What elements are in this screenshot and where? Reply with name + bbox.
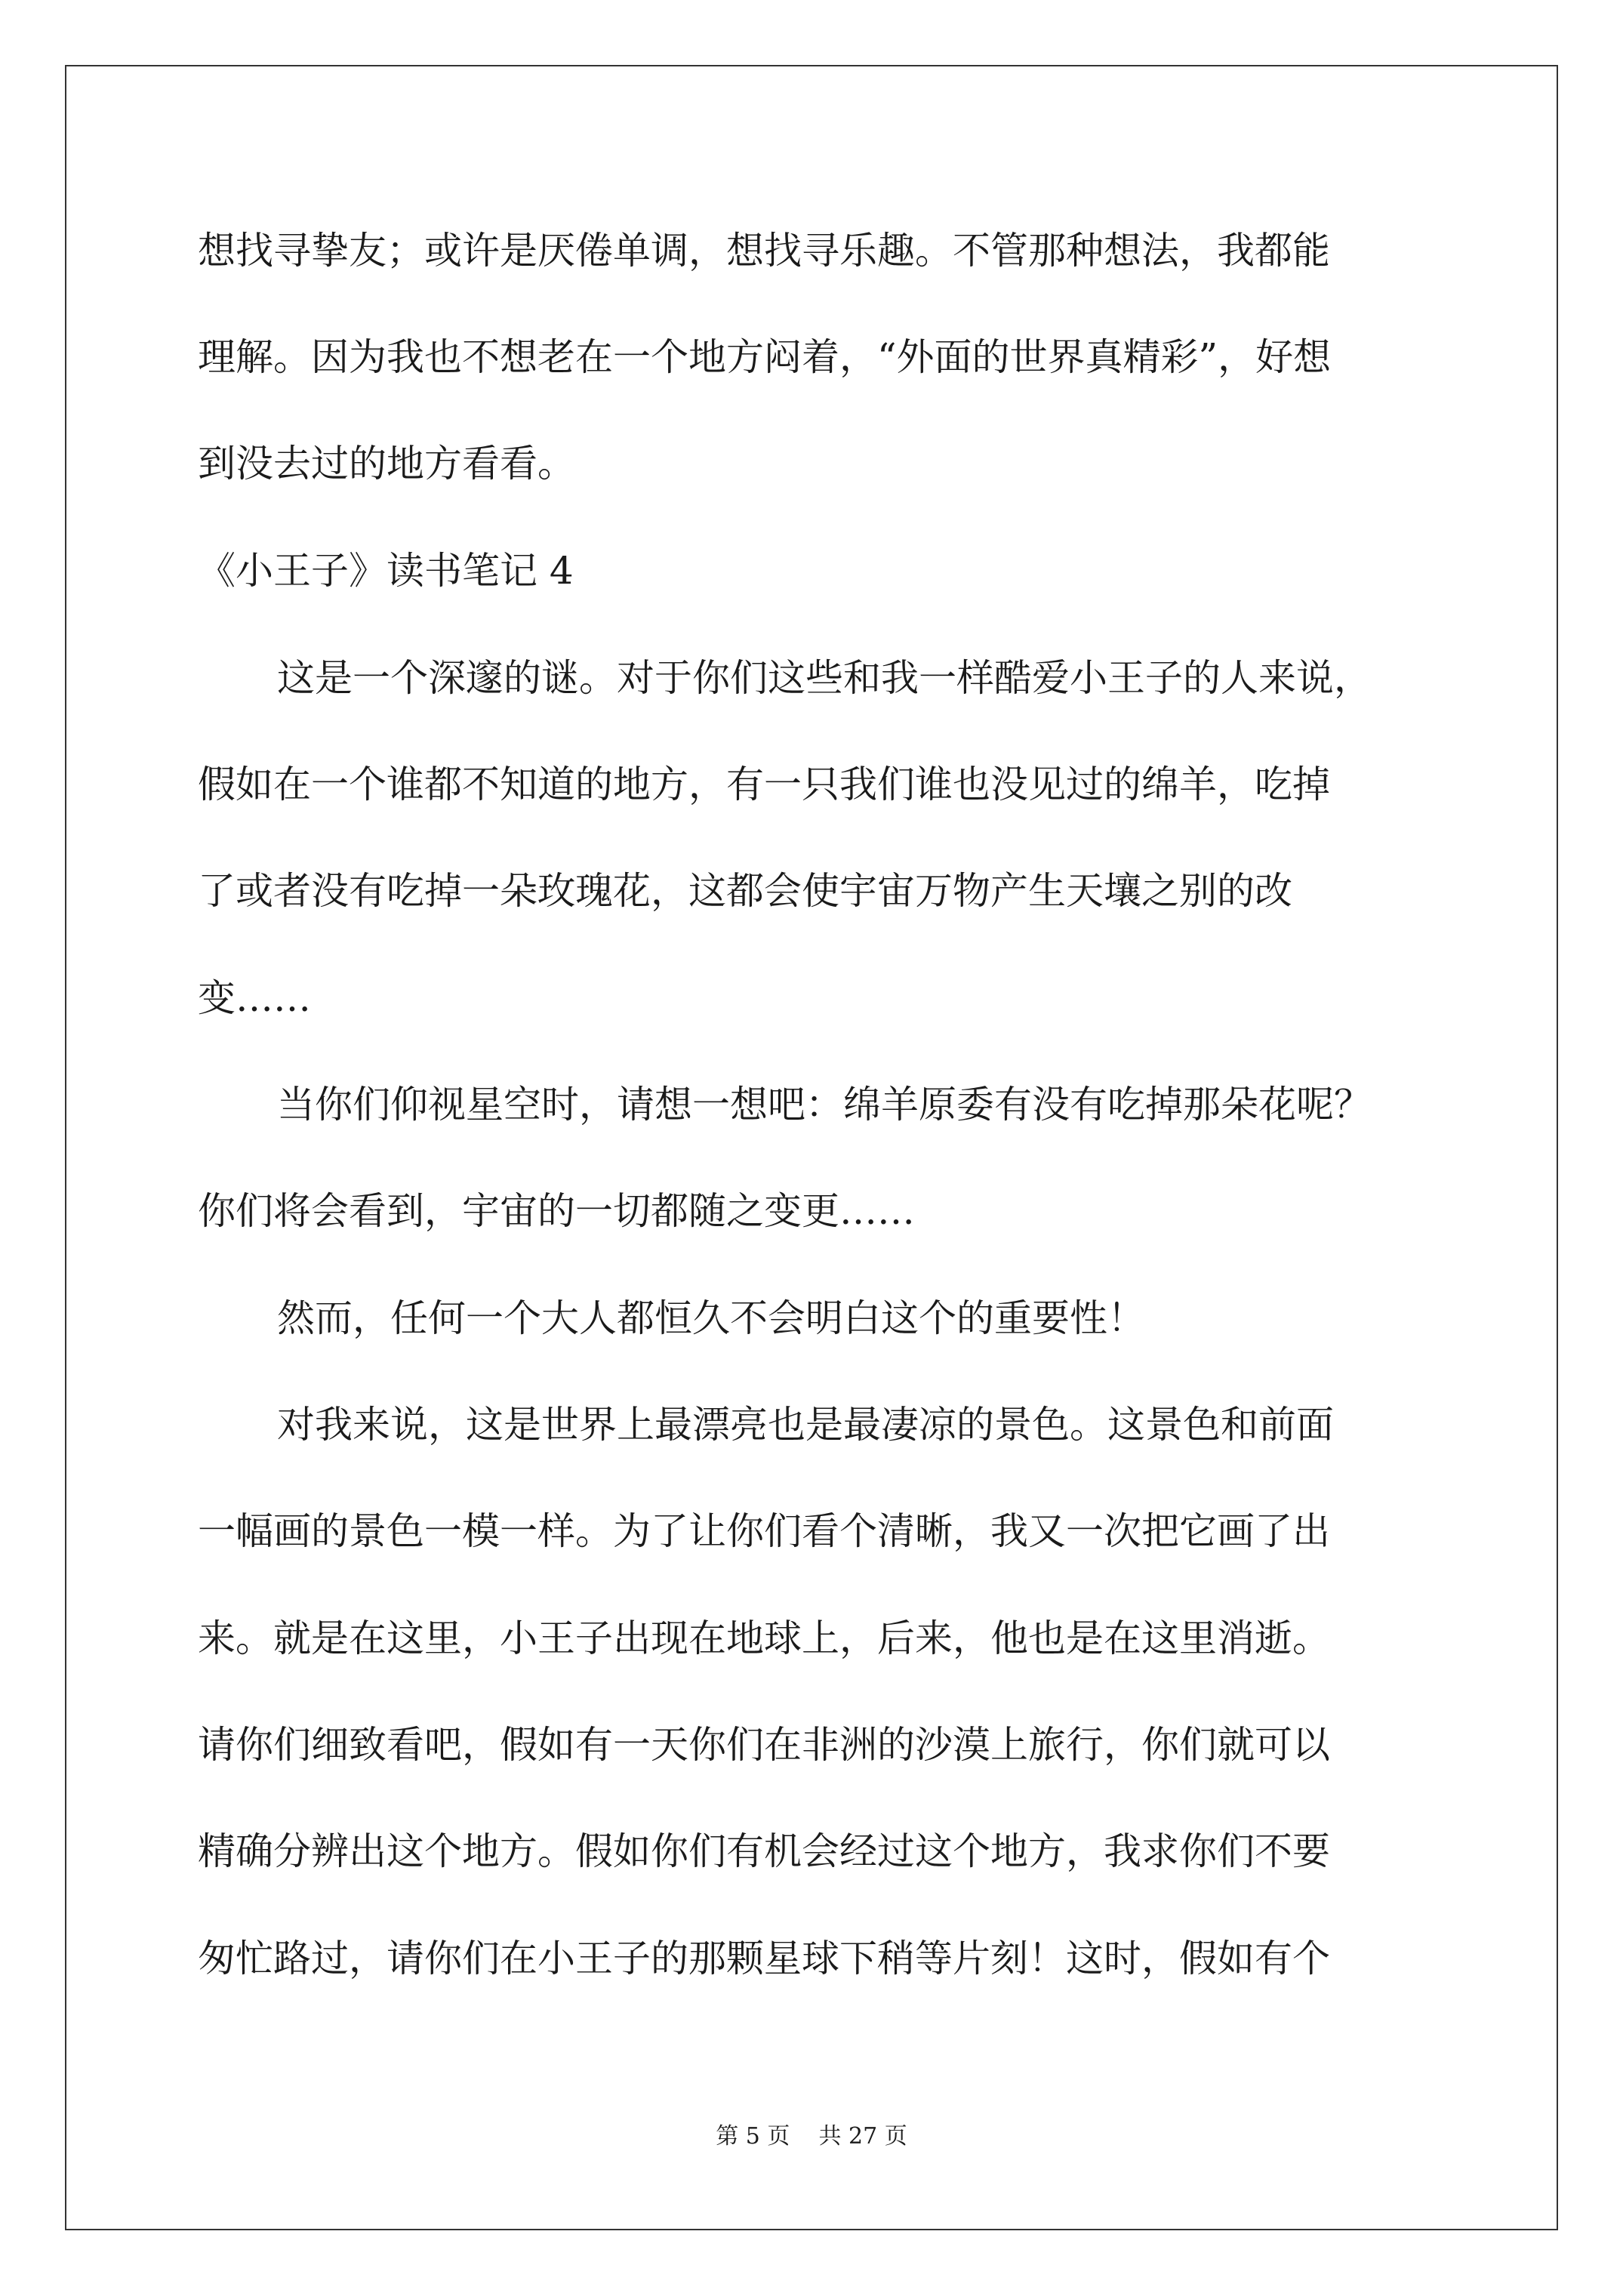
paragraph-line: 想找寻挚友；或许是厌倦单调，想找寻乐趣。不管那种想法，我都能 — [198, 229, 1330, 273]
paragraph-line: 然而，任何一个大人都恒久不会明白这个的重要性！ — [277, 1296, 1145, 1340]
page-number: 第 5 页 共 27 页 — [716, 2123, 907, 2150]
paragraph-line: 你们将会看到，宇宙的一切都随之变更…… — [198, 1189, 915, 1233]
paragraph-line: 一幅画的景色一模一样。为了让你们看个清晰，我又一次把它画了出 — [198, 1509, 1330, 1553]
paragraph-line: 到没去过的地方看看。 — [198, 442, 575, 485]
paragraph-line: 变…… — [198, 976, 311, 1020]
paragraph-line: 理解。因为我也不想老在一个地方闷着，“外面的世界真精彩”，好想 — [198, 335, 1332, 379]
paragraph-line: 匆忙路过，请你们在小王子的那颗星球下稍等片刻！这时，假如有个 — [198, 1937, 1330, 1980]
page-border — [65, 65, 1558, 2230]
paragraph-line: 这是一个深邃的谜。对于你们这些和我一样酷爱小王子的人来说， — [277, 656, 1372, 700]
paragraph-line: 当你们仰视星空时，请想一想吧：绵羊原委有没有吃掉那朵花呢？ — [277, 1083, 1372, 1126]
paragraph-line: 来。就是在这里，小王子出现在地球上，后来，他也是在这里消逝。 — [198, 1616, 1330, 1660]
paragraph-line: 假如在一个谁都不知道的地方，有一只我们谁也没见过的绵羊，吃掉 — [198, 763, 1330, 806]
paragraph-line: 了或者没有吃掉一朵玫瑰花，这都会使宇宙万物产生天壤之别的改 — [198, 869, 1292, 913]
paragraph-line: 对我来说，这是世界上最漂亮也是最凄凉的景色。这景色和前面 — [277, 1403, 1334, 1447]
paragraph-line: 精确分辨出这个地方。假如你们有机会经过这个地方，我求你们不要 — [198, 1829, 1330, 1873]
section-heading: 《小王子》读书笔记 4 — [198, 549, 574, 593]
paragraph-line: 请你们细致看吧，假如有一天你们在非洲的沙漠上旅行，你们就可以 — [198, 1723, 1330, 1767]
